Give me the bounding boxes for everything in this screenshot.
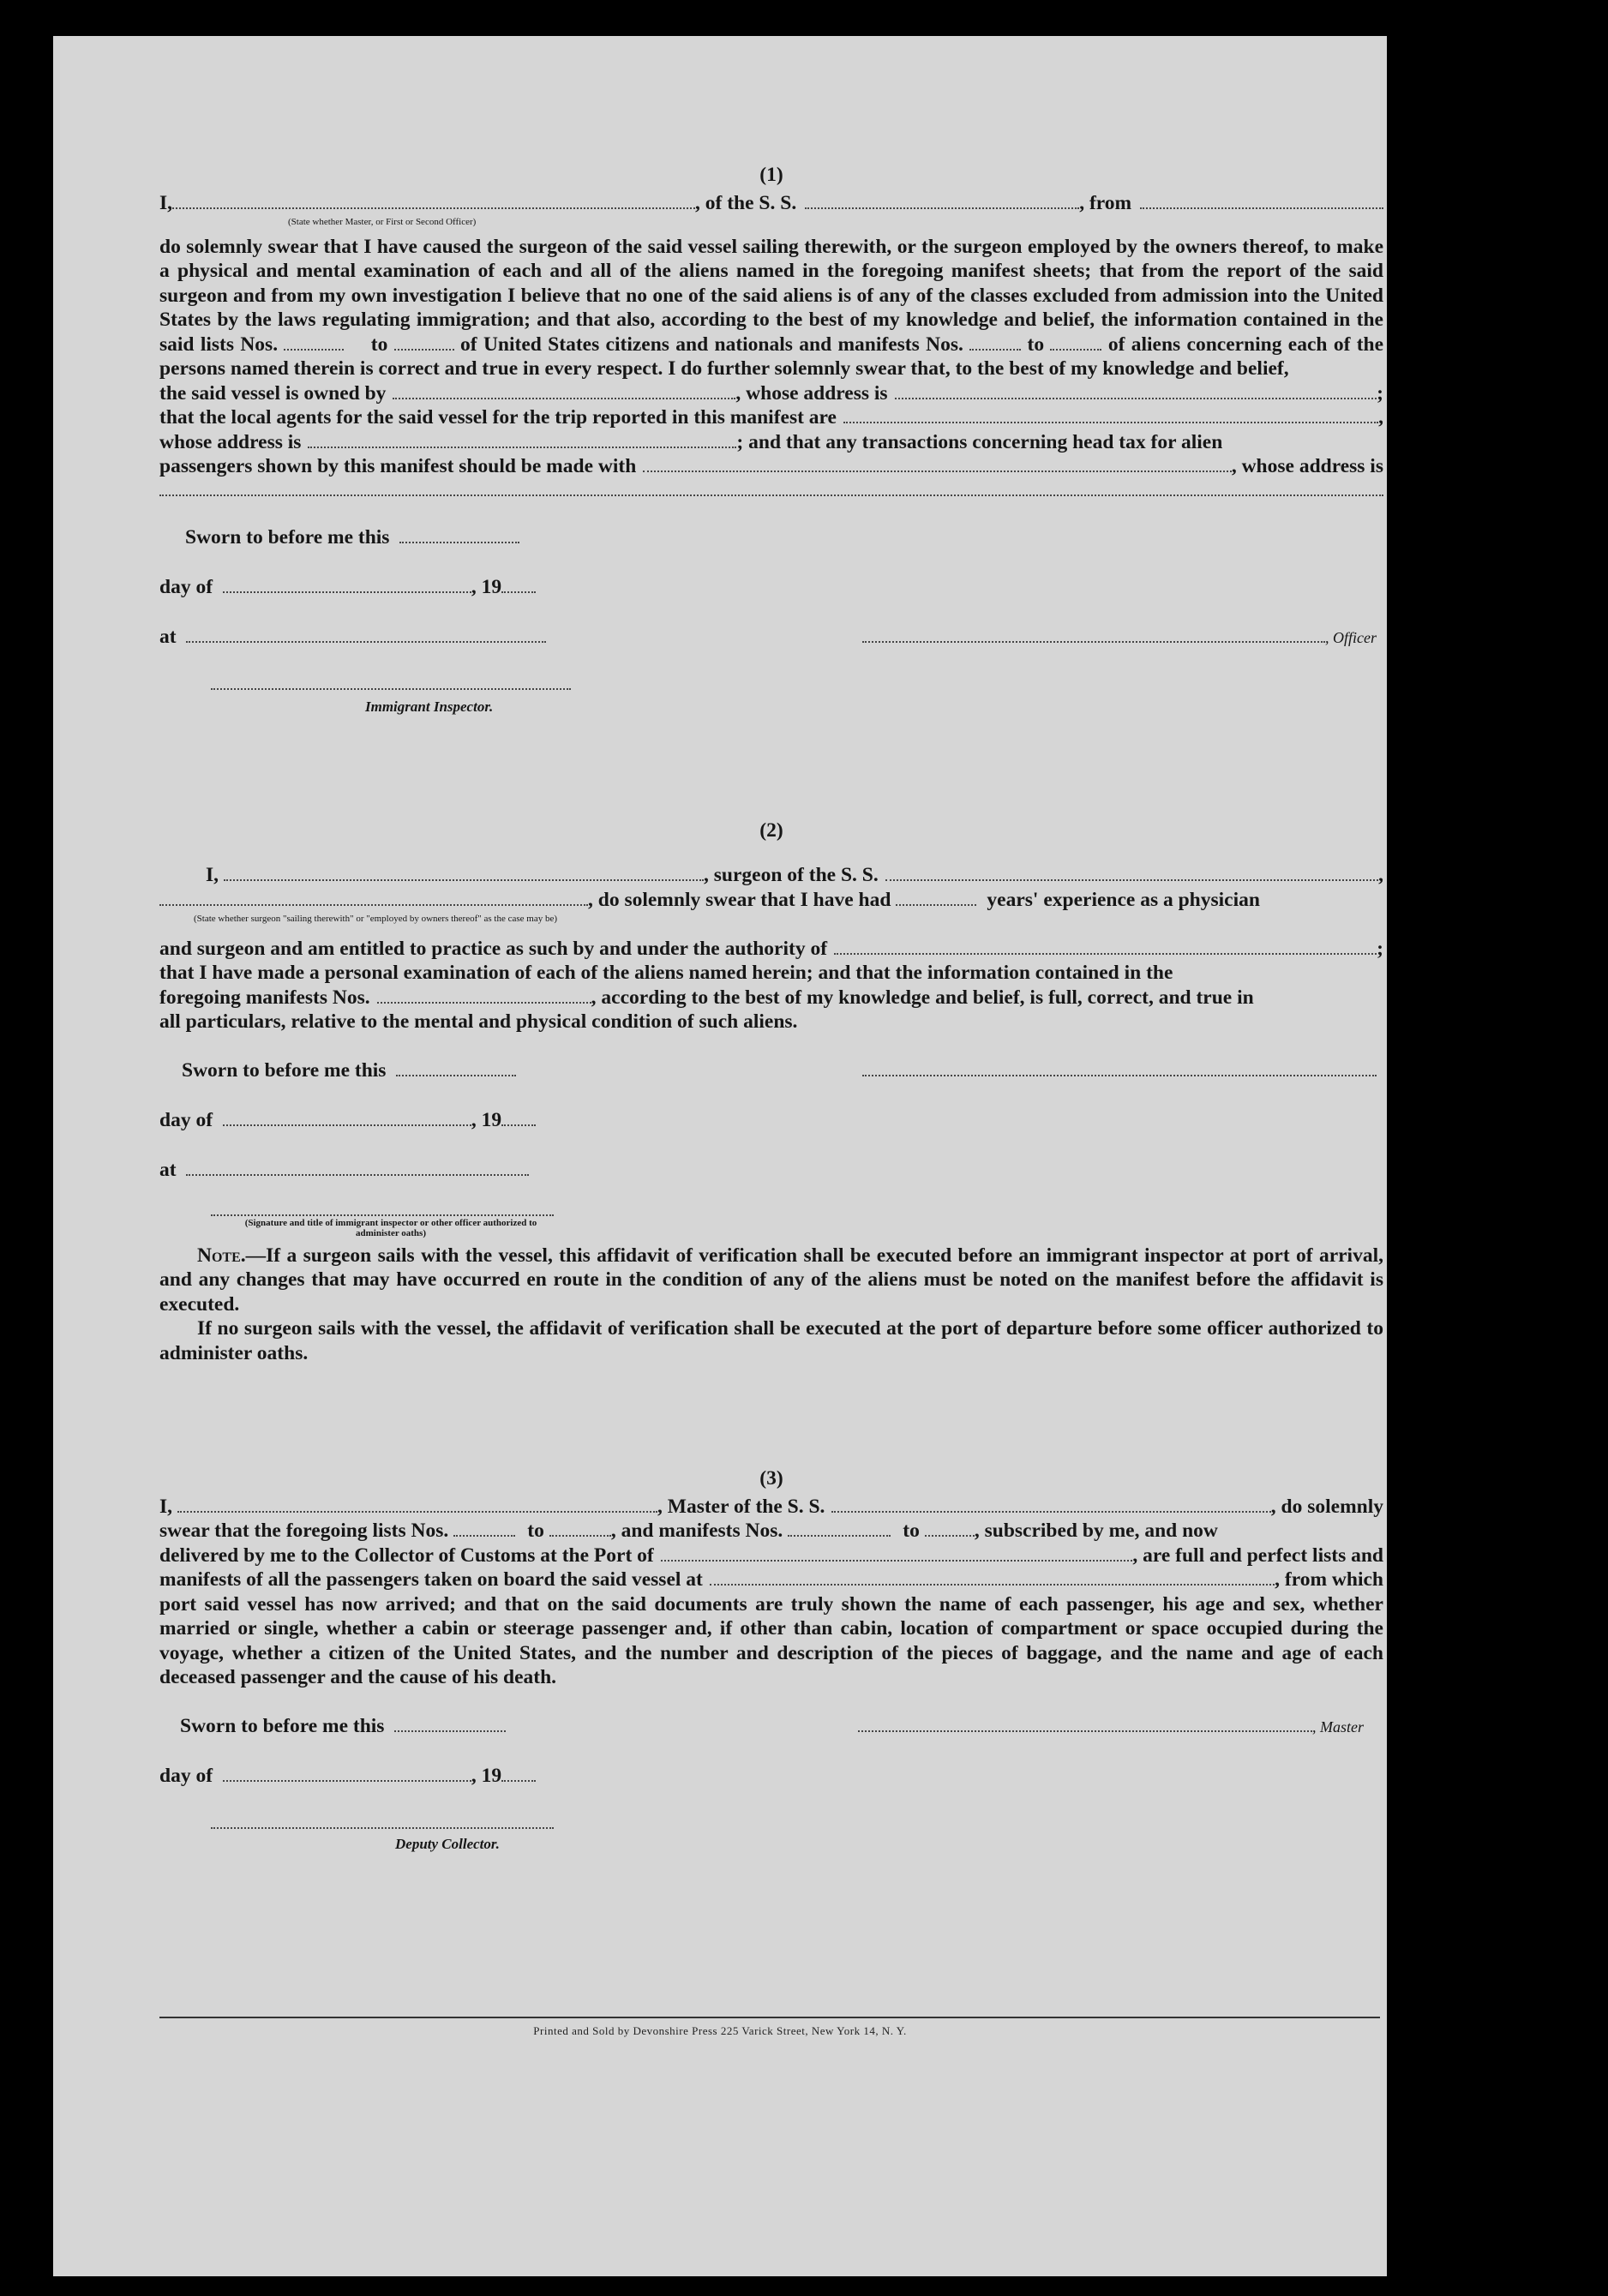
subscribed-text: , subscribed by me, and now [974, 1520, 1218, 1542]
year-label: , 19 [471, 1764, 502, 1787]
section-number-2: (2) [759, 818, 783, 842]
note-label: Note. [197, 1244, 246, 1267]
punch-hole [1404, 653, 1450, 699]
made-with-label: passengers shown by this manifest should be made with [159, 455, 637, 477]
do-solemnly-label: , do solemnly [1270, 1495, 1383, 1518]
all-particulars: all particulars, relative to the mental and physical condition of such aliens. [159, 1010, 798, 1033]
delivered-text: delivered by me to the Collector of Customs at the Port of [159, 1544, 654, 1567]
sworn-label: Sworn to before me this [180, 1714, 385, 1737]
section3-sworn-block [159, 1699, 1383, 1861]
i-label: I, [159, 1495, 173, 1518]
year-label: , 19 [471, 575, 502, 598]
day-of-label: day of [159, 575, 213, 598]
body-text: do solemnly swear that I have caused the surgeon of the said vessel sailing therewith, or the surgeon employed by the owners thereof, to make a physical and mental examination of each and all of the aliens named in the foregoing manifest sheets; that from the report of the said surgeon and from my own investigation I believe that no one of the said aliens is of any of the classes excluded from admission into the United States by the laws regulating immigration; and that also, according to the best of my knowledge and belief, the information contained in the said lists Nos. [159, 235, 1383, 356]
footer-rule [159, 2017, 1380, 2018]
section2-line1: I, , surgeon of the S. S. , [206, 864, 1383, 886]
owned-by-label: the said vessel is owned by [159, 381, 387, 405]
punch-hole [1407, 2037, 1449, 2078]
address-label: , whose address is [1231, 455, 1383, 477]
agents-label: that the local agents for the said vessel for the trip reported in this manifest are [159, 406, 837, 429]
punch-hole [1404, 782, 1450, 828]
vessel-name-field[interactable] [805, 192, 1079, 209]
punch-hole [1404, 1154, 1450, 1201]
officer-field[interactable] [172, 192, 695, 209]
surgeon-signature-field[interactable] [862, 1059, 1377, 1076]
deputy-collector-label: Deputy Collector. [395, 1835, 500, 1852]
surgeon-vessel-field[interactable] [885, 864, 1378, 881]
address-label: , whose address is [735, 381, 888, 405]
inspector-label: Immigrant Inspector. [365, 698, 494, 715]
authority-field[interactable] [834, 938, 1377, 955]
address-label: whose address is [159, 430, 302, 453]
foregoing-label: foregoing manifests Nos. [159, 986, 370, 1009]
document-page [53, 36, 1387, 2276]
day-of-label: day of [159, 1764, 213, 1787]
surgeon-of-label: , surgeon of the S. S. [704, 864, 879, 886]
agent-address-row [159, 430, 1383, 455]
and-manifests-label: , and manifests Nos. [610, 1520, 783, 1542]
address-continuation-row [159, 479, 1383, 496]
year-field[interactable] [501, 576, 536, 593]
day-of-label: day of [159, 1108, 213, 1131]
manifests-from-field[interactable] [788, 1520, 891, 1537]
body-text: that I have made a personal examination of each of the aliens named herein; and that the information contained in the [159, 962, 1173, 984]
note-paragraph-1 [159, 1244, 1383, 1317]
year-field[interactable] [501, 1109, 536, 1126]
agents-row: that the local agents for the said vessel for the trip reported in this manifest are , [159, 406, 1383, 429]
of-ss-label: , of the S. S. [695, 191, 797, 214]
to-label: to [903, 1520, 920, 1542]
inspector-signature-line[interactable] [211, 1214, 554, 1216]
sworn-date-field[interactable] [396, 1059, 516, 1076]
authority-label: and surgeon and am entitled to practice as such by and under the authority of [159, 937, 828, 960]
owner-row: the said vessel is owned by , whose address is ; [159, 381, 1383, 405]
authority-row: and surgeon and am entitled to practice as such by and under the authority of ; [159, 937, 1383, 960]
i-label: I, [206, 864, 219, 886]
year-label: , 19 [471, 1108, 502, 1131]
section3-line3 [159, 1544, 1383, 1568]
foregoing-row [159, 986, 1383, 1010]
full-perfect-text: , are full and perfect lists and [1132, 1544, 1383, 1567]
owner-address-field[interactable] [895, 382, 1377, 399]
manifests-from-field[interactable] [969, 333, 1021, 351]
body-text: of United States citizens and nationals and manifests Nos. [460, 333, 963, 356]
lists-to-field[interactable] [394, 333, 454, 351]
punch-hole [1404, 2209, 1450, 2255]
to-label: to [527, 1520, 544, 1542]
inspector-signature-line[interactable] [211, 688, 571, 690]
address-continuation-field[interactable] [159, 479, 1383, 496]
sworn-label: Sworn to before me this [182, 1058, 387, 1082]
port-field[interactable] [661, 1544, 1133, 1562]
from-label: , from [1079, 191, 1132, 214]
punch-hole [1404, 2074, 1445, 2115]
collector-signature-line[interactable] [211, 1827, 554, 1829]
year-field[interactable] [501, 1765, 536, 1782]
sworn-date-field[interactable] [394, 1715, 506, 1732]
punch-hole [1404, 113, 1450, 159]
lists-from-field[interactable] [284, 333, 344, 351]
note-paragraph-2: If no surgeon sails with the vessel, the affidavit of verification shall be executed at the port of departure before some officer authorized to administer oaths. [159, 1317, 1383, 1364]
manifests-to-field[interactable] [1050, 333, 1101, 351]
state-note: (State whether Master, or First or Second Officer) [288, 217, 477, 227]
day-of-field[interactable] [223, 1765, 471, 1782]
made-with-field[interactable] [643, 455, 1232, 472]
head-tax-text: ; and that any transactions concerning head tax for alien [736, 430, 1223, 453]
departure-port-field[interactable] [710, 1568, 1275, 1586]
punch-hole [1404, 242, 1450, 288]
at-field[interactable] [186, 626, 546, 643]
body-text: of aliens concerning each of the persons named therein is correct and true in every respect. I do further solemnly swear that, to the best of my knowledge and belief, [159, 333, 1384, 380]
section2-body [159, 961, 1383, 986]
at-label: at [159, 625, 177, 648]
to-label: to [370, 333, 388, 356]
section1-body [159, 235, 1383, 381]
swear-lists-label: swear that the foregoing lists Nos. [159, 1520, 449, 1542]
punch-hole [1404, 1532, 1450, 1578]
punch-hole [1412, 286, 1449, 324]
master-signature-field[interactable] [858, 1715, 1312, 1732]
surgeon-name-field[interactable] [224, 864, 704, 881]
section3-line4 [159, 1568, 1383, 1592]
master-vessel-field[interactable] [831, 1496, 1270, 1513]
agent-address-field[interactable] [308, 431, 736, 448]
section2-sworn-block [159, 1043, 1383, 1238]
sworn-label: Sworn to before me this [185, 525, 390, 549]
officer-signature-field[interactable] [862, 626, 1325, 643]
master-label: , Master [1312, 1718, 1364, 1735]
master-of-label: , Master of the S. S. [657, 1495, 825, 1518]
note-text: —If a surgeon sails with the vessel, this affidavit of verification shall be executed before an immigrant inspector at port of arrival, and any changes that may have occurred en route in the condition of any of the aliens must be noted on the manifest before the affidavit is executed. [159, 1244, 1383, 1316]
officer-label: , Officer [1325, 628, 1377, 646]
years-field[interactable] [896, 889, 976, 906]
i-label: I, [159, 191, 173, 214]
at-field[interactable] [186, 1159, 529, 1176]
section3-body: port said vessel has now arrived; and that on the said documents are truly shown the name of each passenger, his age and sex, whether married or single, whether a cabin or steerage passenger and, if other than cabin, location of compartment or space occupied during the voyage, whether a citizen of the United States, and the number and description of the pieces of baggage, and the name and age of each deceased passenger and the cause of his death. [159, 1592, 1383, 1688]
day-of-field[interactable] [223, 1109, 471, 1126]
swear-label: , do solemnly swear that I have had [588, 888, 891, 911]
lists-from-field[interactable] [453, 1520, 515, 1537]
made-with-row [159, 454, 1383, 479]
signature-note: (Signature and title of immigrant inspector or other officer authorized to administer oaths) [244, 1217, 537, 1238]
from-field[interactable] [1140, 192, 1383, 209]
section3-line1 [159, 1495, 1383, 1520]
owner-field[interactable] [393, 382, 735, 399]
section1-sworn-block [159, 508, 1383, 722]
day-of-field[interactable] [223, 576, 471, 593]
years-label: years' experience as a physician [987, 888, 1260, 911]
foregoing-field[interactable] [377, 986, 591, 1004]
surgeon-status-field[interactable] [159, 889, 588, 906]
manifests-all-text: manifests of all the passengers taken on board the said vessel at [159, 1568, 703, 1591]
at-label: at [159, 1158, 177, 1181]
sworn-date-field[interactable] [399, 526, 519, 543]
manifests-to-field[interactable] [925, 1520, 975, 1537]
lists-to-field[interactable] [549, 1520, 611, 1537]
section-number-3: (3) [759, 1467, 783, 1490]
section-number-1: (1) [759, 164, 783, 186]
section3-line2 [159, 1519, 1383, 1544]
surgeon-state-note: (State whether surgeon "sailing therewith" or "employed by owners thereof" as the case may be) [194, 914, 558, 924]
to-label: to [1027, 333, 1045, 356]
from-which-text: , from which [1275, 1568, 1383, 1591]
printer-imprint: Printed and Sold by Devonshire Press 225 Varick Street, New York 14, N. Y. [533, 2024, 907, 2037]
according-text: , according to the best of my knowledge and belief, is full, correct, and true in [591, 986, 1254, 1009]
master-name-field[interactable] [177, 1496, 657, 1513]
agents-field[interactable] [843, 406, 1378, 423]
